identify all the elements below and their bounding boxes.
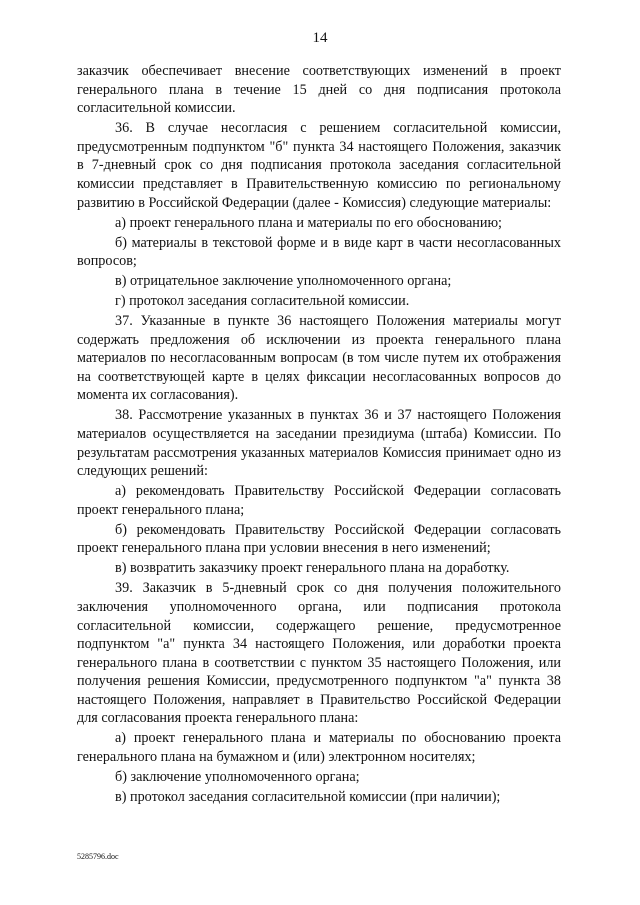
paragraph-36-item-v: в) отрицательное заключение уполномоченного органа; [115, 273, 452, 290]
document-body [77, 62, 561, 808]
paragraph-38-item-b: б) рекомендовать Правительству Российской Федерации согласовать проект генерального плана при условии внесения в него изменений; [77, 521, 561, 557]
paragraph-39: 39. Заказчик в 5-дневный срок со дня получения положительного заключения уполномоченного органа, или подписания протокола согласительной комиссии, содержащего решение, предусмотренное подпунктом "а" пункта 34 настоящего Положения, или доработки проекта генерального плана в соответствии с пунктом 35 настоящего Положения, или получения решения Комиссии, предусмотренного подпунктом "а" пункта 38 настоящего Положения, направляет в Правительство Российской Федерации для согласования проекта генерального плана: [77, 580, 561, 727]
document-footer: 5285796.doc [77, 852, 119, 861]
paragraph-36-item-g: г) протокол заседания согласительной комиссии. [115, 293, 410, 310]
paragraph-39-item-v: в) протокол заседания согласительной комиссии (при наличии); [115, 789, 501, 806]
paragraph-38-item-a: а) рекомендовать Правительству Российской Федерации согласовать проект генерального плана; [77, 483, 561, 518]
paragraph-37: 37. Указанные в пункте 36 настоящего Положения материалы могут содержать предложения об исключении из проекта генерального плана материалов по несогласованным вопросам (в том числе путем их отображения на соответствующей карте в целях фиксации несогласованных вопросов до момента их согласования). [77, 313, 561, 404]
paragraph-39-item-b: б) заключение уполномоченного органа; [115, 769, 360, 786]
paragraph-39-item-a: а) проект генерального плана и материалы по обоснованию проекта генерального плана на бумажном и (или) электронном носителях; [77, 730, 561, 766]
paragraph-36: 36. В случае несогласия с решением согласительной комиссии, предусмотренным подпунктом "б" пункта 34 настоящего Положения, заказчик в 7-дневный срок со дня подписания протокола заседания согласительной комиссии представляет в Правительственную комиссию по региональному развитию в Российской Федерации (далее - Комиссия) следующие материалы: [77, 120, 561, 211]
paragraph-continuation: заказчик обеспечивает внесение соответствующих изменений в проект генерального плана в течение 15 дней со дня подписания протокола согласительной комиссии. [77, 63, 561, 117]
page-number: 14 [312, 30, 328, 46]
paragraph-38-item-v: в) возвратить заказчику проект генерального плана на доработку. [115, 560, 510, 577]
paragraph-36-item-a: а) проект генерального плана и материалы по его обоснованию; [115, 214, 502, 231]
paragraph-38: 38. Рассмотрение указанных в пунктах 36 и 37 настоящего Положения материалов осуществляется на заседании президиума (штаба) Комиссии. По результатам рассмотрения указанных материалов Комиссия принимает одно из следующих решений: [77, 407, 561, 480]
paragraph-36-item-b: б) материалы в текстовой форме и в виде карт в части несогласованных вопросов; [77, 234, 561, 270]
